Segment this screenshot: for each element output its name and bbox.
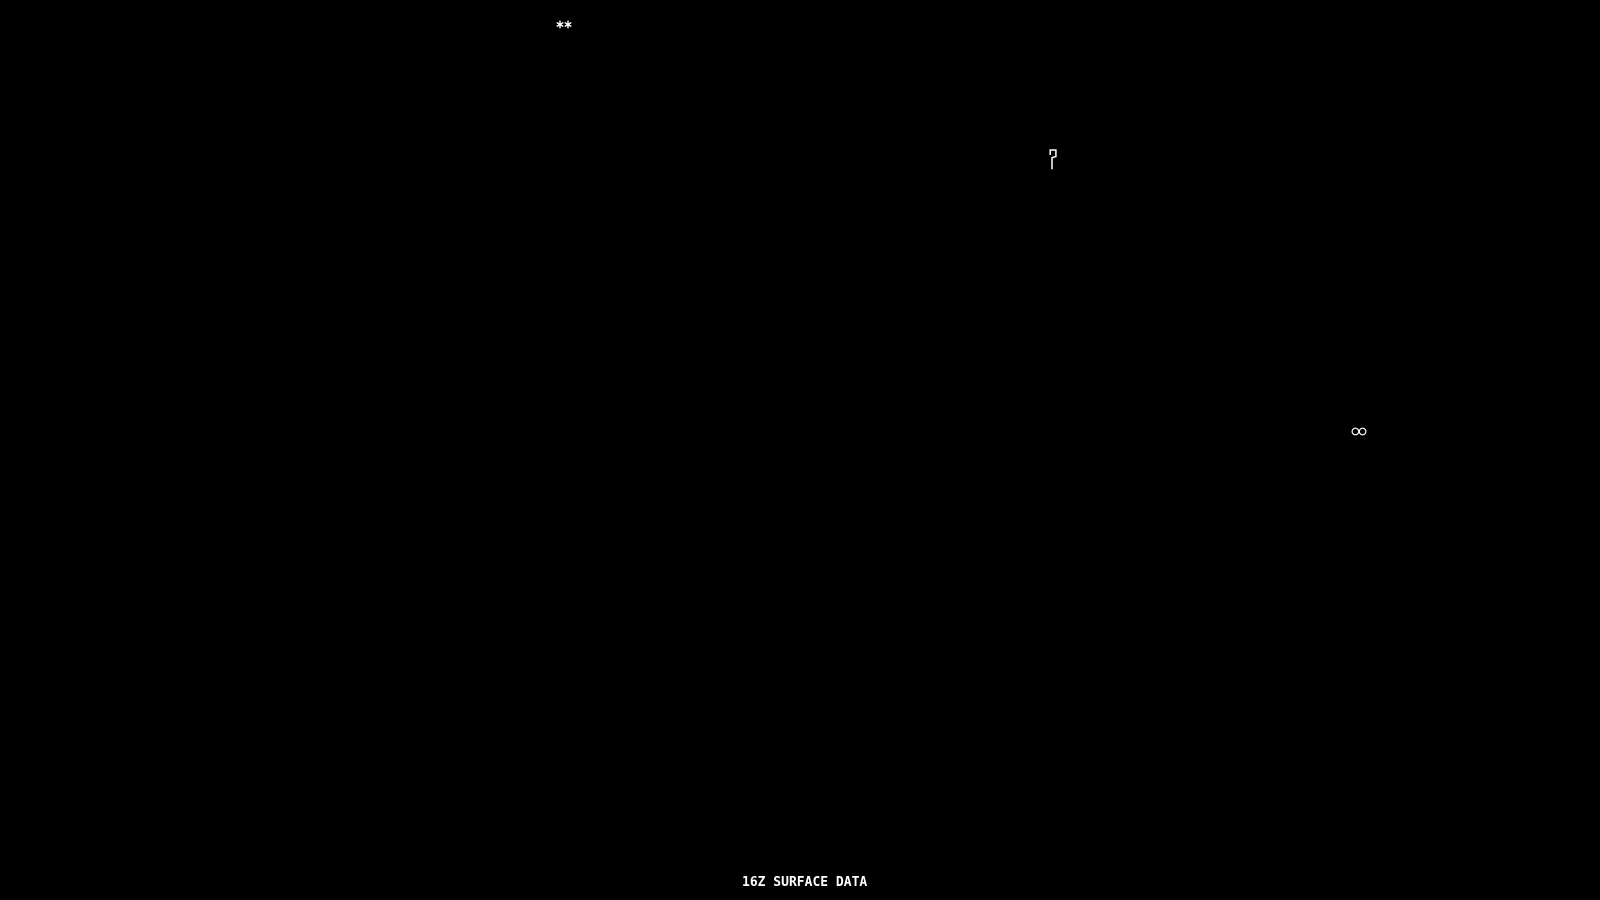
hook-stem-icon — [1049, 149, 1058, 170]
haze-symbol — [1351, 427, 1367, 436]
smoke-symbol — [1049, 149, 1058, 170]
light-snow-symbol — [556, 20, 572, 30]
double-asterisk-icon — [556, 20, 572, 30]
plot-caption: 16Z SURFACE DATA — [742, 875, 868, 890]
infinity-icon — [1351, 427, 1367, 436]
